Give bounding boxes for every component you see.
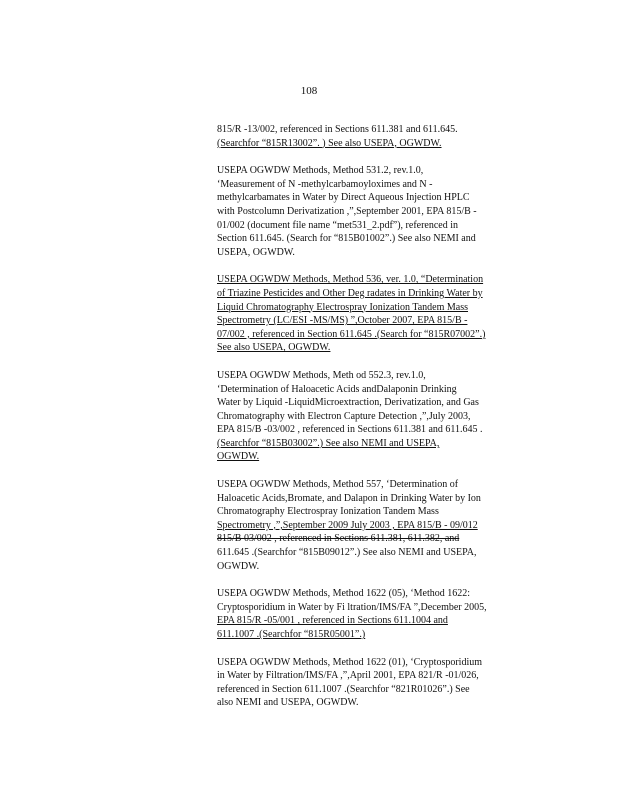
entry-line: USEPA, OGWDW. bbox=[217, 246, 295, 258]
entry-line: OGWDW. bbox=[217, 451, 260, 463]
entry-line: USEPA OGWDW Methods, Method 531.2, rev.1.0, bbox=[217, 165, 424, 177]
entry-line: 01/002 (document file name “met531_2.pdf”), referenced in bbox=[217, 219, 459, 231]
entry-line: (Searchfor “815R13002”. ) See also USEPA, OGWDW. bbox=[217, 137, 442, 149]
entry-line: Section 611.645. (Search for “815B01002”.) See also NEMI and bbox=[217, 233, 476, 245]
entry-line: Liquid Chromatography Electrospray Ionization Tandem Mass bbox=[217, 301, 469, 313]
entry-line: ‘Measurement of N -methylcarbamoyloximes and N - bbox=[217, 178, 433, 190]
reference-entry bbox=[217, 656, 530, 710]
entry-line: in Water by Filtration/IMS/FA ,”,April 2001, EPA 821/R -01/026, bbox=[217, 670, 479, 682]
entry-line: 07/002 , referenced in Section 611.645 .(Search for “815R07002”.) bbox=[217, 328, 486, 340]
entry-line: USEPA OGWDW Methods, Method 1622 (05), ‘Method 1622: bbox=[217, 588, 471, 600]
reference-entry bbox=[217, 478, 530, 573]
entry-line: Haloacetic Acids,Bromate, and Dalapon in Drinking Water by Ion bbox=[217, 492, 481, 504]
entry-line: Chromatography with Electron Capture Detection ,”,July 2003, bbox=[217, 410, 471, 422]
entry-line: Chromatography Electrospray Ionization Tandem Mass bbox=[217, 506, 439, 518]
reference-entry bbox=[217, 369, 530, 464]
references-list bbox=[217, 123, 530, 724]
entry-line: Spectrometry (LC/ESI -MS/MS) ”,October 2007, EPA 815/B - bbox=[217, 315, 468, 327]
entry-line: See also USEPA, OGWDW. bbox=[217, 342, 331, 354]
entry-line: of Triazine Pesticides and Other Deg radates in Drinking Water by bbox=[217, 287, 483, 299]
entry-line: 611.645 .(Searchfor “815B09012”.) See also NEMI and USEPA, bbox=[217, 547, 477, 559]
entry-line: with Postcolumn Derivatization ,”,September 2001, EPA 815/B - bbox=[217, 205, 477, 217]
entry-line: USEPA OGWDW Methods, Method 1622 (01), ‘Cryptosporidium bbox=[217, 656, 482, 668]
reference-entry bbox=[217, 273, 530, 355]
reference-entry bbox=[217, 123, 530, 150]
entry-line: 815/B 03/002 , referenced in Sections 611.381, 611.382, and bbox=[217, 533, 460, 545]
entry-line: USEPA OGWDW Methods, Meth od 552.3, rev.1.0, bbox=[217, 369, 426, 381]
reference-entry bbox=[217, 164, 530, 259]
entry-line: USEPA OGWDW Methods, Method 536, ver. 1.0, “Determination bbox=[217, 274, 484, 286]
entry-line: Spectrometry ,”,September 2009 July 2003 , EPA 815/B - 09/012 bbox=[217, 519, 478, 531]
entry-line: (Searchfor “815B03002”.) See also NEMI and USEPA, bbox=[217, 437, 440, 449]
entry-line: also NEMI and USEPA, OGWDW. bbox=[217, 697, 359, 709]
entry-line: referenced in Section 611.1007 .(Searchfor “821R01026”.) See bbox=[217, 683, 470, 695]
entry-line: OGWDW. bbox=[217, 560, 260, 572]
entry-line: Water by Liquid -LiquidMicroextraction, Derivatization, and Gas bbox=[217, 397, 479, 409]
entry-line: Cryptosporidium in Water by Fi ltration/IMS/FA ”,December 2005, bbox=[217, 601, 487, 613]
page-number: 108 bbox=[300, 85, 318, 97]
entry-line: EPA 815/R -05/001 , referenced in Sections 611.1004 and bbox=[217, 615, 448, 627]
entry-line: USEPA OGWDW Methods, Method 557, ‘Determination of bbox=[217, 479, 459, 491]
entry-line: ‘Determination of Haloacetic Acids andDalaponin Drinking bbox=[217, 383, 457, 395]
entry-line: 815/R -13/002, referenced in Sections 611.381 and 611.645. bbox=[217, 124, 458, 135]
entry-line: 611.1007 .(Searchfor “815R05001”.) bbox=[217, 629, 366, 640]
entry-line: methylcarbamates in Water by Direct Aqueous Injection HPLC bbox=[217, 192, 470, 204]
reference-entry bbox=[217, 587, 530, 641]
entry-line: EPA 815/B -03/002 , referenced in Sections 611.381 and 611.645 . bbox=[217, 424, 483, 436]
